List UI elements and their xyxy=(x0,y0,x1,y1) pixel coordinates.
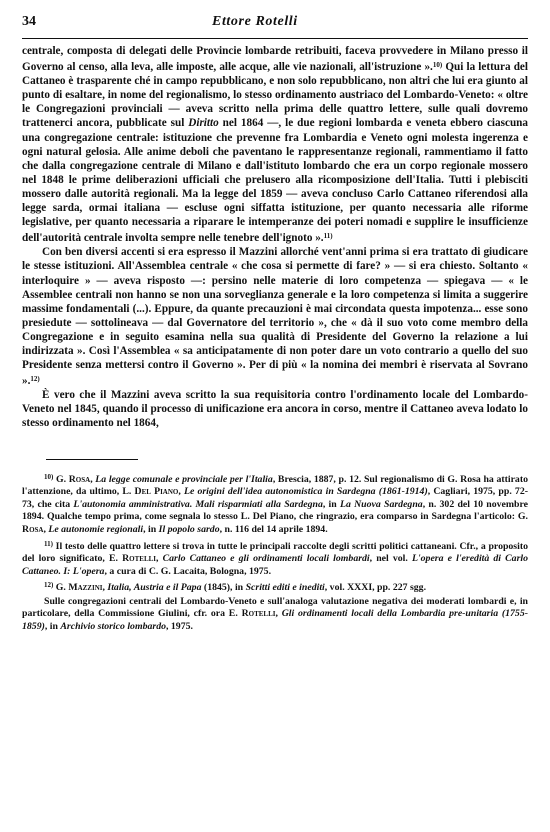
page-number: 34 xyxy=(22,14,36,29)
footnote-separator xyxy=(46,459,138,460)
footnote-number: 12) xyxy=(44,581,54,590)
footnote-ref-11[interactable]: 11) xyxy=(323,232,333,241)
main-text xyxy=(22,44,528,431)
journal-title: Diritto xyxy=(188,117,219,130)
footnote-number: 10) xyxy=(44,472,54,481)
footnote-12: $^{12)}$ G. Mazzini, Italia, Austria e il Papa (1845), in Scritti editi e inediti, vol. XXXI, pp. 227 sgg. xyxy=(44,581,427,594)
footnote-12-continued: Sulle congregazioni centrali del Lombardo-Veneto e sull'analoga valutazione negativa dei moderati lombardi e, in particolare, della Commissione Giulini, cfr. ora E. Rotelli, Gli ordinamenti locali della Lombardia pre-unitaria (1755-1859), in Archivio storico lombardo, 1975. xyxy=(22,595,528,633)
page-header xyxy=(22,14,528,39)
paragraph-3: È vero che il Mazzini aveva scritto la sua requisitoria contro l'ordinamento locale del Lombardo-Veneto nel 1845, quando il processo di unificazione era ancora in corso, mentre il Cattaneo aveva lodato lo stesso ordinamento nel 1864, xyxy=(22,389,528,430)
footnote-ref-10[interactable]: 10) xyxy=(432,61,443,70)
running-head: Ettore Rotelli xyxy=(212,14,298,29)
footnote-11: $^{11)}$ Il testo delle quattro lettere si trova in tutte le principali raccolte degli scritti politici cattaneani. Cfr., a proposito del loro significato, E. Rotelli, Carlo Cattaneo e gli ordinamenti locali lombardi, nel vol. L'opera e l'eredità di Carlo Cattaneo. I: L'opera, a cura di C. G. Lacaita, Bologna, 1975. xyxy=(22,539,529,577)
paragraph-1: centrale, composta di delegati delle Provincie lombarde retribuiti, faceva provvedere in Milano presso il Governo al censo, alla leva, alle imposte, alle acque, alle vie nazionali, all'istruzione ».$^{10)}$ Qui la lettura del Cattaneo è trasparente ché in campo repubblicano, e non solo repubblicano, non altri che lui era giunto al punto di esaltare, in nome del regionalismo, lo stesso ordinamento austriaco del Lombardo-Veneto: « oltre le Congregazioni provinciali — aveva scritto nella prima delle quattro lettere, sulle quali dovremo trattenerci ancora, pubblicate sul Diritto nel 1864 —, le due regioni lombarda e veneta ebbero ciascuna una congregazione centrale: istituzione che prevenne fra Lombardia e Veneto ogni molesta ingerenza e ogni natural gelosia. Alle anime deboli che paventano le rappresentanze regionali, rammentiamo il fatto che dalla congregazione centrale di Milano e dall'istituto lombardo che era un corpo regionale mossero nel 1848 le prime deliberazioni ufficiali che prelusero alla ricomposizione dell'Italia. Tutti i plebisciti mossero dalle autorità regionali. Ma la legge del 1859 — aveva concluso Carlo Cattaneo riferendosi alla legge sarda, ormai italiana — escluse ogni siffatta istituzione, per quanto necessaria alle riforme legislative, per quanto necessaria a riparare le intemperanze dei poteri nomadi e supplire le insufficienze dell'autorità centrale involta sempre nelle tenebre dell'ignoto ».$^{11)}$ xyxy=(22,45,528,245)
footnote-10: $^{10)}$ G. Rosa, La legge comunale e provinciale per l'Italia, Brescia, 1887, p. 12. Sul regionalismo di G. Rosa ha attirato l'attenzione, da ultimo, L. Del Piano, Le origini dell'idea autonomistica in Sardegna (1861-1914), Cagliari, 1975, pp. 72-73, che cita L'autonomia amministrativa. Mali risparmiati alla Sardegna, in La Nuova Sardegna, n. 302 del 10 novembre 1894. Qualche tempo prima, come segnala lo stesso L. Del Piano, che ringrazio, era comparso in Sardegna l'articolo: G. Rosa, Le autonomie regionali, in Il popolo sardo, n. 116 del 14 aprile 1894. xyxy=(22,472,528,535)
paragraph-2: Con ben diversi accenti si era espresso il Mazzini allorché vent'anni prima si era trattato di giudicare le stesse istituzioni. All'Assemblea centrale « che cosa si permette di fare? » — si era chiesto. Soltanto « interloquire » — aveva risposto —: persino nelle materie di loro competenza — spiegava — « le Assemblee centrali non hanno se non una sorveglianza generale e la loro competenza si limita a suggerire massime fondamentali (...). Eppure, da quante precauzioni è mai circondata questa impotenza... esse sono presiedute — sottolineava — dal Governatore del territorio », che « dà il suo voto come membro della Congregazione e in seguito esamina nella sua qualità di Presidente del Governo la relazione a lui indirizzata ». Così l'Assemblea « sa anticipatamente di non poter dare un voto contrario a quello del suo Presidente senza mettersi contro il Governo ». Per di più « la nomina dei membri è riservata al Sovrano ».$^{12)}$ xyxy=(22,246,528,388)
footnote-number: 11) xyxy=(44,539,53,548)
footnote-ref-12[interactable]: 12) xyxy=(30,375,40,384)
footnotes xyxy=(22,471,528,634)
